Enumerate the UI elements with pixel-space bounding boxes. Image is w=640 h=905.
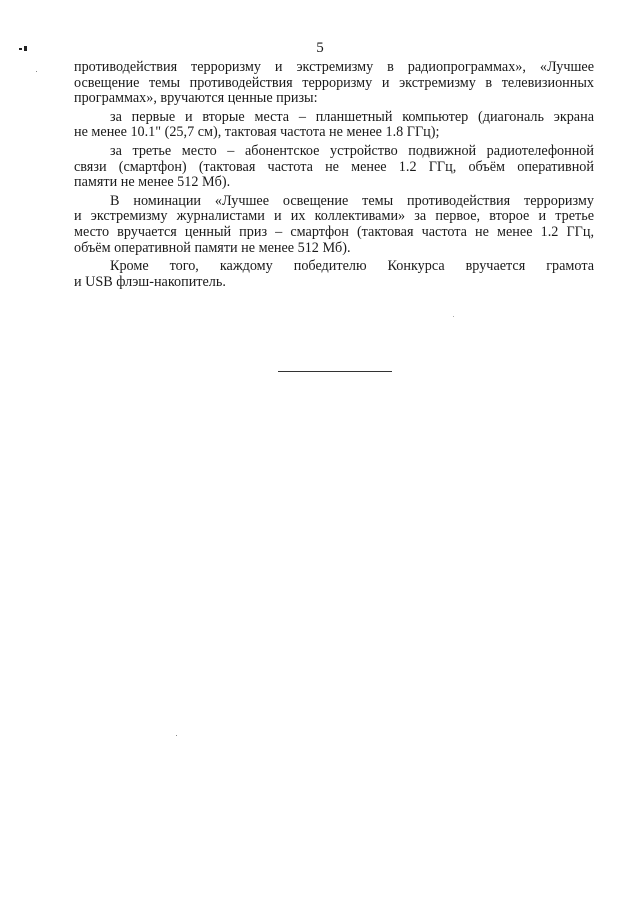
text-line: объём оперативной памяти не менее 512 Мб). [74,239,351,256]
paragraph-journalists-nomination [74,194,594,256]
text-line: не менее 10.1" (25,7 см), тактовая частота не менее 1.8 ГГц); [74,124,440,141]
text-line: противодействия терроризму и экстремизму в радиопрограммах», «Лучшее [74,59,594,75]
text-line: В номинации «Лучшее освещение темы противодействия терроризму [110,192,594,209]
text-line: Кроме того, каждому победителю Конкурса вручается грамота [110,258,594,275]
text-line: связи (смартфон) (тактовая частота не менее 1.2 ГГц, объём оперативной [74,158,594,175]
text-line: и экстремизму журналистами и их коллективами» за первое, второе и третье [74,208,594,225]
text-line: за первые и вторые места – планшетный компьютер (диагональ экрана [110,108,594,125]
text-line: освещение темы противодействия терроризму и экстремизму в телевизионных [74,74,594,91]
text-line: и USB флэш-накопитель. [74,273,226,290]
page-number: 5 [316,40,324,56]
scan-artifact [453,316,454,317]
scan-artifact [36,71,37,72]
end-divider-line [278,371,392,372]
text-line: за третье место – абонентское устройство подвижной радиотелефонной [110,142,594,159]
paragraph-winner-awards [74,259,594,290]
text-line: программах», вручаются ценные призы: [74,90,318,107]
scan-artifact [176,735,177,736]
text-line: место вручается ценный приз – смартфон (тактовая частота не менее 1.2 ГГц, [74,223,594,240]
document-body [74,60,594,290]
text-line: памяти не менее 512 Мб). [74,174,231,191]
paragraph-continued [74,60,594,107]
paragraph-first-second-place [74,110,594,141]
paragraph-third-place [74,144,594,191]
